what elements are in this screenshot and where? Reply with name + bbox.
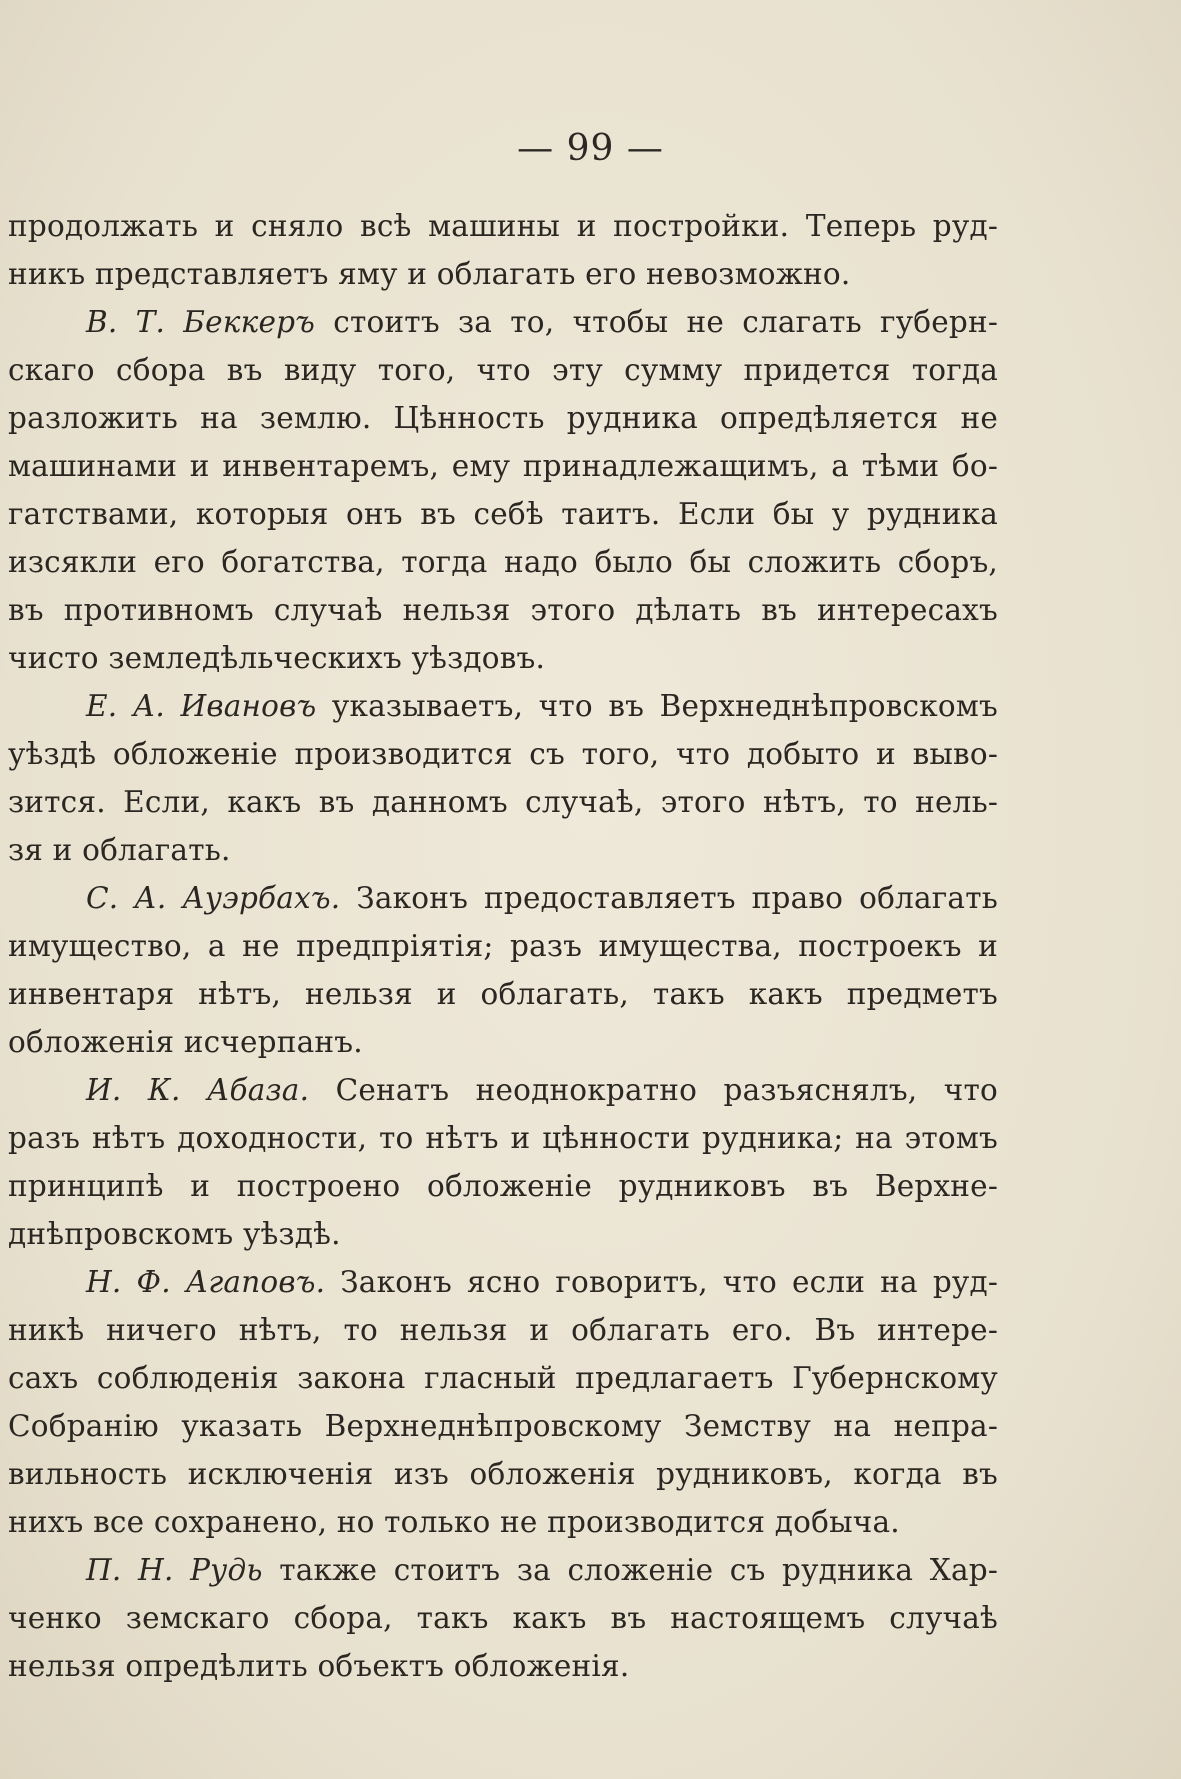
text-line: разложить на землю. Цѣнность рудника опредѣляется не [8,401,998,435]
speaker-name: С. А. Ауэрбахъ. [86,881,341,915]
paragraph-rud [8,1546,998,1690]
line-text: также стоитъ за сложеніе съ рудника Хар- [262,1553,998,1587]
text-line: вильность исключенія изъ обложенія рудниковъ, когда въ [8,1457,998,1491]
line-text: стоитъ за то, чтобы не слагать губерн- [315,305,998,339]
text-line [8,682,998,730]
text-line: продолжать и сняло всѣ машины и постройки. Теперь руд- [8,209,998,243]
text-line: зится. Если, какъ въ данномъ случаѣ, этого нѣтъ, то нель- [8,785,998,819]
paragraph-abaza [8,1066,998,1258]
text-line [8,1546,998,1594]
line-text: Законъ ясно говоритъ, что если на руд- [325,1265,999,1299]
text-line: машинами и инвентаремъ, ему принадлежащимъ, а тѣми бо- [8,449,998,483]
text-line: никъ представляетъ яму и облагать его невозможно. [8,257,851,291]
text-line: инвентаря нѣтъ, нельзя и облагать, такъ какъ предметъ [8,977,998,1011]
text-line: изсякли его богатства, тогда надо было бы сложить сборъ, [8,545,998,579]
text-line: Собранію указать Верхнеднѣпровскому Земству на непра- [8,1409,998,1443]
body-text [8,202,998,1690]
text-line: гатствами, которыя онъ въ себѣ таитъ. Если бы у рудника [8,497,998,531]
text-line: ченко земскаго сбора, такъ какъ въ настоящемъ случаѣ [8,1601,998,1635]
text-line: нельзя опредѣлить объектъ обложенія. [8,1649,630,1683]
text-line: днѣпровскомъ уѣздѣ. [8,1217,341,1251]
text-line: имущество, а не предпріятія; разъ имущества, построекъ и [8,929,998,963]
speaker-name: П. Н. Рудь [86,1553,263,1587]
line-text: указываетъ, что въ Верхнеднѣпровскомъ [316,689,998,723]
text-line: принципѣ и построено обложеніе рудниковъ въ Верхне- [8,1169,998,1203]
speaker-name: Н. Ф. Агаповъ. [86,1265,326,1299]
paragraph-agapov [8,1258,998,1546]
speaker-name: В. Т. Беккеръ [86,305,316,339]
page-number: — 99 — [517,128,664,169]
text-line [8,1066,998,1114]
text-line [8,874,998,922]
text-line: никѣ ничего нѣтъ, то нельзя и облагать его. Въ интере- [8,1313,998,1347]
text-line: сахъ соблюденія закона гласный предлагаетъ Губернскому [8,1361,998,1395]
paragraph-ivanov [8,682,998,874]
paragraph-bekker [8,298,998,682]
speaker-name: Е. А. Ивановъ [86,689,317,723]
line-text: Законъ предоставляетъ право облагать [340,881,998,915]
text-line: зя и облагать. [8,833,231,867]
text-line: въ противномъ случаѣ нельзя этого дѣлать въ интересахъ [8,593,998,627]
text-line [8,298,998,346]
text-line: разъ нѣтъ доходности, то нѣтъ и цѣнности рудника; на этомъ [8,1121,998,1155]
text-line [8,1258,998,1306]
line-text: Сенатъ неоднократно разъяснялъ, что [309,1073,998,1107]
text-line: уѣздѣ обложеніе производится съ того, что добыто и выво- [8,737,998,771]
text-line: обложенія исчерпанъ. [8,1025,363,1059]
text-line: нихъ все сохранено, но только не производится добыча. [8,1505,900,1539]
text-line: чисто земледѣльческихъ уѣздовъ. [8,641,546,675]
speaker-name: И. К. Абаза. [86,1073,310,1107]
text-line: скаго сбора въ виду того, что эту сумму придется тогда [8,353,998,387]
paragraph-auerbakh [8,874,998,1066]
paragraph-continuation [8,202,998,298]
